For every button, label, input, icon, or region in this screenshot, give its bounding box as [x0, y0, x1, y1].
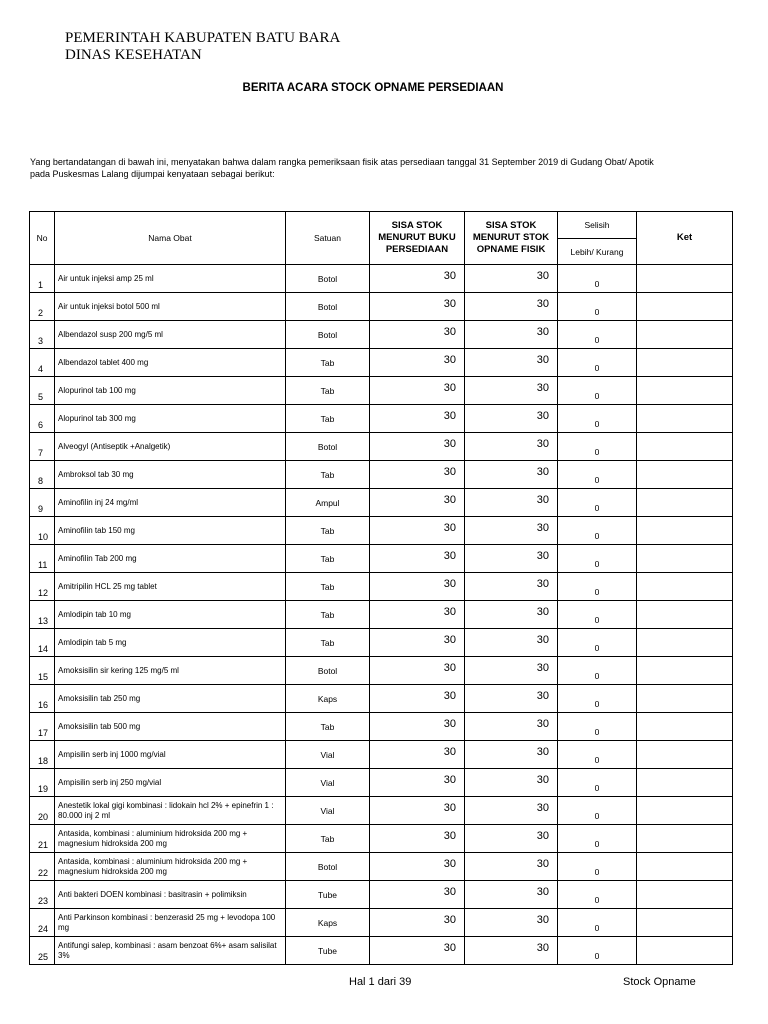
difference-cell: 0 — [558, 377, 637, 405]
drug-name-cell: Antifungi salep, kombinasi : asam benzoat 6%+ asam salisilat 3% — [55, 937, 286, 965]
physical-stock-cell: 30 — [465, 321, 558, 349]
intro-line-2: pada Puskesmas Lalang dijumpai kenyataan sebagai berikut: — [30, 169, 275, 179]
table-row — [30, 909, 733, 937]
remarks-cell — [637, 293, 733, 321]
drug-name-cell: Amoksisilin sir kering 125 mg/5 ml — [55, 657, 286, 685]
remarks-cell — [637, 461, 733, 489]
drug-name-cell: Albendazol susp 200 mg/5 ml — [55, 321, 286, 349]
unit-cell: Botol — [286, 433, 370, 461]
department-name: DINAS KESEHATAN — [65, 47, 202, 63]
drug-name-cell: Anti bakteri DOEN kombinasi : basitrasin + polimiksin — [55, 881, 286, 909]
difference-cell: 0 — [558, 489, 637, 517]
physical-stock-cell: 30 — [465, 601, 558, 629]
table-row — [30, 825, 733, 853]
physical-stock-cell: 30 — [465, 489, 558, 517]
difference-cell: 0 — [558, 629, 637, 657]
remarks-cell — [637, 825, 733, 853]
book-stock-cell: 30 — [370, 713, 465, 741]
physical-stock-cell: 30 — [465, 881, 558, 909]
difference-cell: 0 — [558, 685, 637, 713]
row-number-cell: 5 — [30, 377, 55, 405]
header-ket: Ket — [637, 212, 733, 265]
book-stock-cell: 30 — [370, 601, 465, 629]
book-stock-cell: 30 — [370, 265, 465, 293]
book-stock-cell: 30 — [370, 657, 465, 685]
table-row — [30, 685, 733, 713]
document-title: BERITA ACARA STOCK OPNAME PERSEDIAAN — [242, 82, 504, 94]
remarks-cell — [637, 769, 733, 797]
row-number-cell: 21 — [30, 825, 55, 853]
table-row — [30, 657, 733, 685]
footer-label: Stock Opname — [623, 976, 696, 988]
difference-cell: 0 — [558, 461, 637, 489]
table-row — [30, 881, 733, 909]
agency-name: PEMERINTAH KABUPATEN BATU BARA — [65, 30, 341, 46]
drug-name-cell: Amoksisilin tab 250 mg — [55, 685, 286, 713]
difference-cell: 0 — [558, 545, 637, 573]
row-number-cell: 10 — [30, 517, 55, 545]
book-stock-cell: 30 — [370, 881, 465, 909]
physical-stock-cell: 30 — [465, 377, 558, 405]
row-number-cell: 4 — [30, 349, 55, 377]
drug-name-cell: Aminofilin tab 150 mg — [55, 517, 286, 545]
unit-cell: Vial — [286, 769, 370, 797]
difference-cell: 0 — [558, 909, 637, 937]
physical-stock-cell: 30 — [465, 629, 558, 657]
difference-cell: 0 — [558, 741, 637, 769]
book-stock-cell: 30 — [370, 517, 465, 545]
physical-stock-cell: 30 — [465, 517, 558, 545]
unit-cell: Botol — [286, 657, 370, 685]
remarks-cell — [637, 349, 733, 377]
intro-paragraph — [30, 156, 750, 180]
table-row — [30, 321, 733, 349]
header-satuan: Satuan — [286, 212, 370, 265]
physical-stock-cell: 30 — [465, 713, 558, 741]
unit-cell: Tab — [286, 517, 370, 545]
row-number-cell: 16 — [30, 685, 55, 713]
remarks-cell — [637, 265, 733, 293]
stock-table — [29, 211, 733, 965]
unit-cell: Botol — [286, 293, 370, 321]
table-row — [30, 769, 733, 797]
drug-name-cell: Air untuk injeksi botol 500 ml — [55, 293, 286, 321]
row-number-cell: 17 — [30, 713, 55, 741]
table-row — [30, 293, 733, 321]
drug-name-cell: Aminofilin inj 24 mg/ml — [55, 489, 286, 517]
difference-cell: 0 — [558, 797, 637, 825]
book-stock-cell: 30 — [370, 825, 465, 853]
header-sisa-stok-fisik: SISA STOK MENURUT STOK OPNAME FISIK — [465, 212, 558, 265]
row-number-cell: 3 — [30, 321, 55, 349]
book-stock-cell: 30 — [370, 797, 465, 825]
book-stock-cell: 30 — [370, 741, 465, 769]
row-number-cell: 23 — [30, 881, 55, 909]
table-row — [30, 517, 733, 545]
row-number-cell: 7 — [30, 433, 55, 461]
unit-cell: Kaps — [286, 909, 370, 937]
unit-cell: Tab — [286, 573, 370, 601]
drug-name-cell: Amlodipin tab 10 mg — [55, 601, 286, 629]
remarks-cell — [637, 629, 733, 657]
physical-stock-cell: 30 — [465, 657, 558, 685]
drug-name-cell: Aminofilin Tab 200 mg — [55, 545, 286, 573]
difference-cell: 0 — [558, 321, 637, 349]
remarks-cell — [637, 601, 733, 629]
drug-name-cell: Anti Parkinson kombinasi : benzerasid 25 mg + levodopa 100 mg — [55, 909, 286, 937]
row-number-cell: 19 — [30, 769, 55, 797]
unit-cell: Tab — [286, 349, 370, 377]
unit-cell: Tab — [286, 461, 370, 489]
table-row — [30, 937, 733, 965]
unit-cell: Vial — [286, 797, 370, 825]
physical-stock-cell: 30 — [465, 769, 558, 797]
book-stock-cell: 30 — [370, 433, 465, 461]
unit-cell: Tab — [286, 405, 370, 433]
row-number-cell: 24 — [30, 909, 55, 937]
physical-stock-cell: 30 — [465, 433, 558, 461]
unit-cell: Tube — [286, 937, 370, 965]
remarks-cell — [637, 741, 733, 769]
unit-cell: Tab — [286, 825, 370, 853]
header-nama-obat: Nama Obat — [55, 212, 286, 265]
header-selisih: Selisih — [558, 212, 637, 239]
unit-cell: Botol — [286, 265, 370, 293]
table-row — [30, 461, 733, 489]
unit-cell: Kaps — [286, 685, 370, 713]
unit-cell: Tube — [286, 881, 370, 909]
book-stock-cell: 30 — [370, 461, 465, 489]
physical-stock-cell: 30 — [465, 685, 558, 713]
row-number-cell: 25 — [30, 937, 55, 965]
table-row — [30, 629, 733, 657]
book-stock-cell: 30 — [370, 349, 465, 377]
drug-name-cell: Air untuk injeksi amp 25 ml — [55, 265, 286, 293]
book-stock-cell: 30 — [370, 685, 465, 713]
physical-stock-cell: 30 — [465, 349, 558, 377]
table-row — [30, 377, 733, 405]
row-number-cell: 9 — [30, 489, 55, 517]
remarks-cell — [637, 321, 733, 349]
difference-cell: 0 — [558, 769, 637, 797]
book-stock-cell: 30 — [370, 293, 465, 321]
unit-cell: Vial — [286, 741, 370, 769]
difference-cell: 0 — [558, 573, 637, 601]
physical-stock-cell: 30 — [465, 853, 558, 881]
table-row — [30, 601, 733, 629]
letterhead — [65, 30, 340, 64]
row-number-cell: 15 — [30, 657, 55, 685]
remarks-cell — [637, 853, 733, 881]
remarks-cell — [637, 433, 733, 461]
unit-cell: Tab — [286, 629, 370, 657]
drug-name-cell: Antasida, kombinasi : aluminium hidroksida 200 mg + magnesium hidroksida 200 mg — [55, 853, 286, 881]
book-stock-cell: 30 — [370, 545, 465, 573]
book-stock-cell: 30 — [370, 377, 465, 405]
drug-name-cell: Amlodipin tab 5 mg — [55, 629, 286, 657]
row-number-cell: 2 — [30, 293, 55, 321]
difference-cell: 0 — [558, 937, 637, 965]
physical-stock-cell: 30 — [465, 545, 558, 573]
difference-cell: 0 — [558, 293, 637, 321]
difference-cell: 0 — [558, 405, 637, 433]
unit-cell: Botol — [286, 321, 370, 349]
remarks-cell — [637, 377, 733, 405]
table-row — [30, 433, 733, 461]
table-row — [30, 349, 733, 377]
remarks-cell — [637, 685, 733, 713]
drug-name-cell: Ampisilin serb inj 250 mg/vial — [55, 769, 286, 797]
remarks-cell — [637, 937, 733, 965]
table-row — [30, 741, 733, 769]
row-number-cell: 22 — [30, 853, 55, 881]
book-stock-cell: 30 — [370, 489, 465, 517]
unit-cell: Tab — [286, 545, 370, 573]
difference-cell: 0 — [558, 265, 637, 293]
remarks-cell — [637, 517, 733, 545]
unit-cell: Botol — [286, 853, 370, 881]
unit-cell: Tab — [286, 377, 370, 405]
row-number-cell: 6 — [30, 405, 55, 433]
table-row — [30, 573, 733, 601]
table-row — [30, 405, 733, 433]
unit-cell: Tab — [286, 601, 370, 629]
intro-line-1: Yang bertandatangan di bawah ini, menyatakan bahwa dalam rangka pemeriksaan fisik atas persediaan tanggal 31 September 2019 di Gudang Obat/ Apotik — [30, 157, 654, 167]
book-stock-cell: 30 — [370, 853, 465, 881]
physical-stock-cell: 30 — [465, 265, 558, 293]
physical-stock-cell: 30 — [465, 461, 558, 489]
drug-name-cell: Ambroksol tab 30 mg — [55, 461, 286, 489]
unit-cell: Ampul — [286, 489, 370, 517]
row-number-cell: 14 — [30, 629, 55, 657]
row-number-cell: 20 — [30, 797, 55, 825]
physical-stock-cell: 30 — [465, 909, 558, 937]
table-row — [30, 853, 733, 881]
header-no: No — [30, 212, 55, 265]
drug-name-cell: Alveogyl (Antiseptik +Analgetik) — [55, 433, 286, 461]
drug-name-cell: Alopurinol tab 100 mg — [55, 377, 286, 405]
difference-cell: 0 — [558, 657, 637, 685]
table-row — [30, 797, 733, 825]
drug-name-cell: Amoksisilin tab 500 mg — [55, 713, 286, 741]
table-row — [30, 713, 733, 741]
header-lebih-kurang: Lebih/ Kurang — [558, 239, 637, 265]
table-row — [30, 545, 733, 573]
physical-stock-cell: 30 — [465, 797, 558, 825]
table-body — [30, 265, 733, 965]
row-number-cell: 11 — [30, 545, 55, 573]
physical-stock-cell: 30 — [465, 937, 558, 965]
header-sisa-stok-buku: SISA STOK MENURUT BUKU PERSEDIAAN — [370, 212, 465, 265]
row-number-cell: 13 — [30, 601, 55, 629]
difference-cell: 0 — [558, 517, 637, 545]
drug-name-cell: Albendazol tablet 400 mg — [55, 349, 286, 377]
remarks-cell — [637, 909, 733, 937]
table-row — [30, 265, 733, 293]
row-number-cell: 1 — [30, 265, 55, 293]
remarks-cell — [637, 573, 733, 601]
remarks-cell — [637, 657, 733, 685]
unit-cell: Tab — [286, 713, 370, 741]
book-stock-cell: 30 — [370, 909, 465, 937]
difference-cell: 0 — [558, 349, 637, 377]
page-number: Hal 1 dari 39 — [349, 976, 412, 988]
remarks-cell — [637, 545, 733, 573]
drug-name-cell: Alopurinol tab 300 mg — [55, 405, 286, 433]
book-stock-cell: 30 — [370, 405, 465, 433]
physical-stock-cell: 30 — [465, 573, 558, 601]
difference-cell: 0 — [558, 713, 637, 741]
drug-name-cell: Amitripilin HCL 25 mg tablet — [55, 573, 286, 601]
remarks-cell — [637, 881, 733, 909]
book-stock-cell: 30 — [370, 573, 465, 601]
difference-cell: 0 — [558, 825, 637, 853]
row-number-cell: 12 — [30, 573, 55, 601]
row-number-cell: 8 — [30, 461, 55, 489]
physical-stock-cell: 30 — [465, 741, 558, 769]
physical-stock-cell: 30 — [465, 405, 558, 433]
row-number-cell: 18 — [30, 741, 55, 769]
book-stock-cell: 30 — [370, 629, 465, 657]
physical-stock-cell: 30 — [465, 293, 558, 321]
difference-cell: 0 — [558, 881, 637, 909]
difference-cell: 0 — [558, 601, 637, 629]
physical-stock-cell: 30 — [465, 825, 558, 853]
drug-name-cell: Ampisilin serb inj 1000 mg/vial — [55, 741, 286, 769]
remarks-cell — [637, 797, 733, 825]
remarks-cell — [637, 405, 733, 433]
difference-cell: 0 — [558, 433, 637, 461]
book-stock-cell: 30 — [370, 321, 465, 349]
drug-name-cell: Antasida, kombinasi : aluminium hidroksida 200 mg + magnesium hidroksida 200 mg — [55, 825, 286, 853]
remarks-cell — [637, 713, 733, 741]
table-row — [30, 489, 733, 517]
difference-cell: 0 — [558, 853, 637, 881]
remarks-cell — [637, 489, 733, 517]
book-stock-cell: 30 — [370, 937, 465, 965]
drug-name-cell: Anestetik lokal gigi kombinasi : lidokain hcl 2% + epinefrin 1 : 80.000 inj 2 ml — [55, 797, 286, 825]
book-stock-cell: 30 — [370, 769, 465, 797]
